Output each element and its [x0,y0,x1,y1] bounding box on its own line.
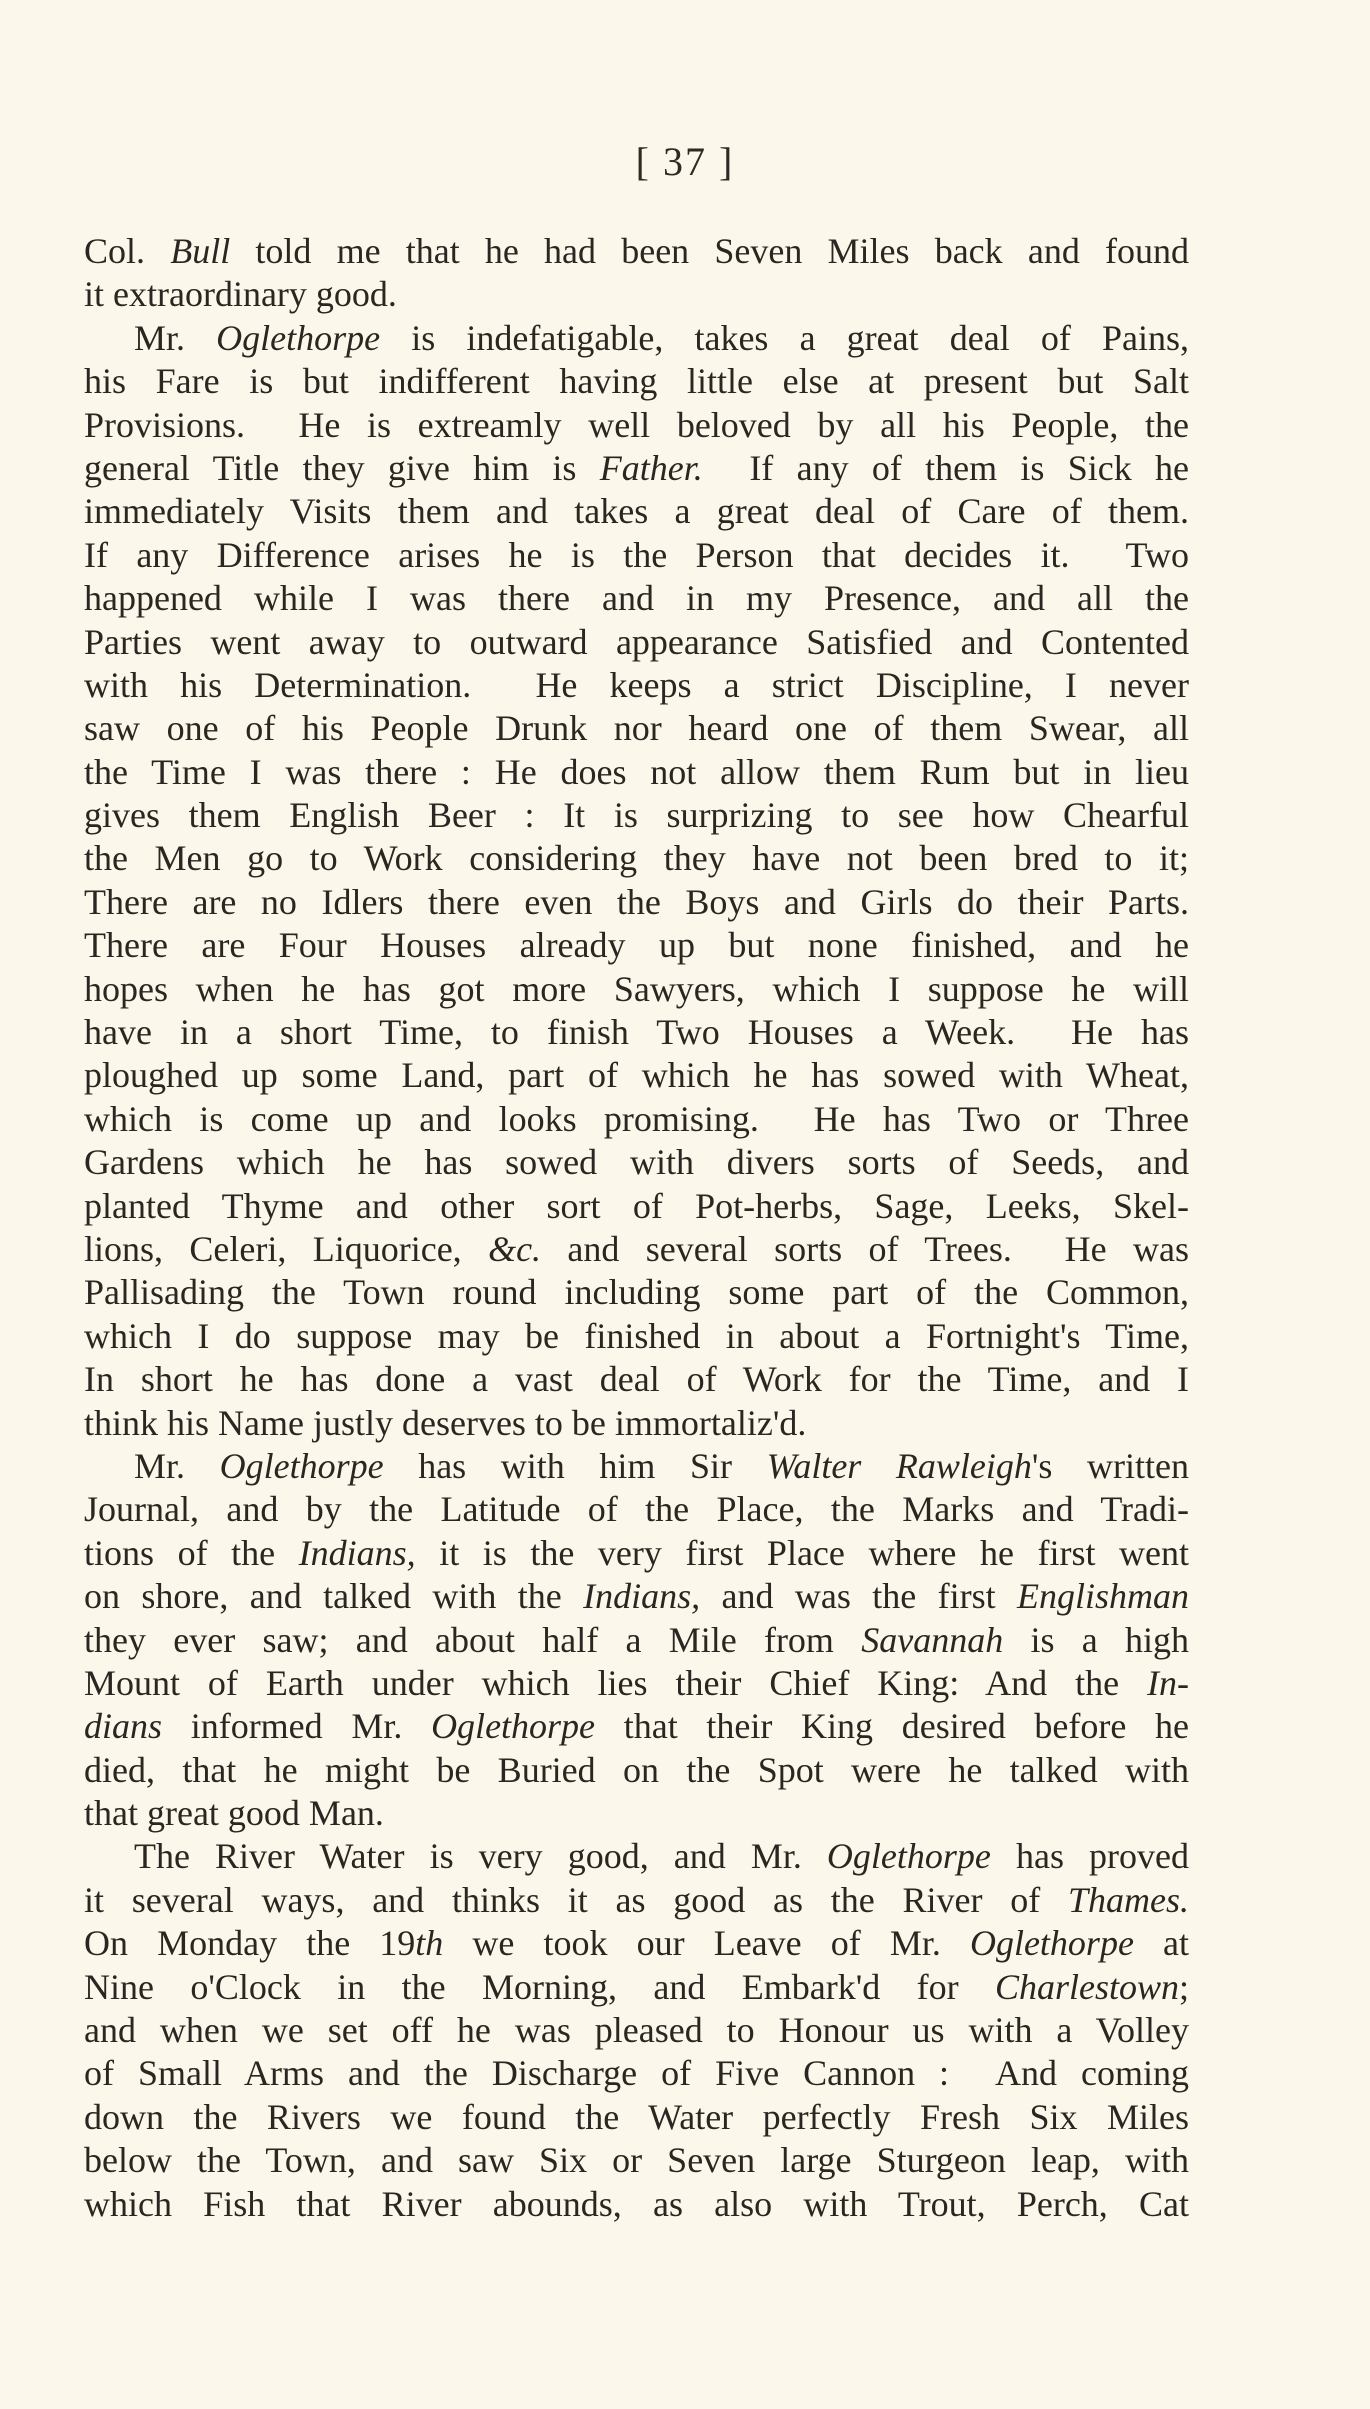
text-line [84,273,1189,316]
page-number: [ 37 ] [635,139,735,184]
italic-text: Oglethorpe [431,1706,596,1747]
text-line [84,1271,1189,1314]
text-line [84,317,1189,360]
text-span: informed Mr. [162,1706,432,1747]
text-span: has with him Sir [383,1445,767,1486]
text-line [84,1402,1189,1445]
text-span: There are no Idlers there even the Boys and Girls do their Parts. [84,881,1189,922]
text-line [84,2183,1189,2226]
text-line [84,1141,1189,1184]
italic-text: Charlestown [994,1966,1179,2007]
text-span: hopes when he has got more Sawyers, which I suppose he will [84,968,1189,1009]
text-span: happened while I was there and in my Presence, and all the [84,578,1189,619]
text-line [84,1619,1189,1662]
text-line [84,924,1189,967]
text-span: which I do suppose may be finished in about a Fortnight's Time, [84,1315,1189,1356]
text-span: Pallisading the Town round including some part of the Common, [84,1272,1189,1313]
italic-text: Oglethorpe [216,317,381,358]
italic-text: th [415,1923,444,1964]
text-span: Mr. [134,317,217,358]
text-span: that great good Man. [84,1793,384,1834]
text-span: ploughed up some Land, part of which he has sowed with Wheat, [84,1055,1189,1096]
text-line [84,1879,1189,1922]
text-line [84,2096,1189,2139]
text-line [84,1532,1189,1575]
text-span: tions of the [84,1532,299,1573]
text-span: died, that he might be Buried on the Spot were he talked with [84,1749,1189,1790]
text-span: it several ways, and thinks it as good as the River of [84,1879,1068,1920]
text-line [84,230,1189,273]
text-line [84,1792,1189,1835]
text-line [84,1835,1189,1878]
text-span: which Fish that River abounds, as also with Trout, Perch, Cat [84,2183,1189,2224]
text-span: There are Four Houses already up but none finished, and he [84,925,1189,966]
text-line [84,1445,1189,1488]
text-line [84,490,1189,533]
text-span: and several sorts of Trees. He was [541,1228,1189,1269]
text-line [84,1705,1189,1748]
text-line [84,404,1189,447]
text-span: it extraordinary good. [84,274,397,315]
text-line [84,1228,1189,1271]
text-span: Mr. [134,1445,220,1486]
text-line [84,621,1189,664]
text-line [84,968,1189,1011]
text-line [84,1358,1189,1401]
text-span: and was the first [700,1576,1017,1617]
text-span: of Small Arms and the Discharge of Five Cannon : And coming [84,2053,1189,2094]
text-line [84,1966,1189,2009]
italic-text: Indians, [298,1532,416,1573]
italic-text: Englishman [1017,1576,1189,1617]
text-span: the Men go to Work considering they have not been bred to it; [84,838,1189,879]
text-span: lions, Celeri, Liquorice, [84,1228,489,1269]
text-line [84,881,1189,924]
text-span: If any Difference arises he is the Person that decides it. Two [84,534,1189,575]
text-span: with his Determination. He keeps a strict Discipline, I never [84,664,1189,705]
text-line [84,1011,1189,1054]
text-line [84,1185,1189,1228]
text-span: general Title they give him is [84,447,600,488]
text-span: is a high [1003,1619,1189,1660]
text-line [84,2052,1189,2095]
text-line [84,794,1189,837]
text-span: Journal, and by the Latitude of the Place, the Marks and Tradi- [84,1489,1189,1530]
italic-text: Bull [170,231,231,271]
italic-text: Walter Rawleigh [766,1445,1032,1486]
text-span: saw one of his People Drunk nor heard one of them Swear, all [84,708,1189,749]
text-line [84,707,1189,750]
italic-text: Savannah [861,1619,1004,1660]
text-span: On Monday the 19 [84,1923,416,1964]
text-span: which is come up and looks promising. He has Two or Three [84,1098,1189,1139]
text-span: is indefatigable, takes a great deal of Pains, [380,317,1189,358]
text-line [84,751,1189,794]
text-span: gives them English Beer : It is surprizing to see how Chearful [84,795,1189,836]
text-span: If any of them is Sick he [702,447,1189,488]
italic-text: dians [84,1706,163,1747]
text-span: they ever saw; and about half a Mile from [84,1619,862,1660]
text-line [84,2139,1189,2182]
italic-text: Indians, [583,1576,701,1617]
text-line [84,360,1189,403]
text-span: Parties went away to outward appearance Satisfied and Contented [84,621,1189,662]
text-span: Nine o'Clock in the Morning, and Embark'd for [84,1966,995,2007]
italic-text: &c. [488,1228,542,1269]
italic-text: In- [1147,1662,1189,1703]
text-span: immediately Visits them and takes a great deal of Care of them. [84,491,1189,532]
text-span: we took our Leave of Mr. [443,1923,970,1964]
text-line [84,1922,1189,1965]
text-span: Mount of Earth under which lies their Chief King: And the [84,1662,1148,1703]
text-span: below the Town, and saw Six or Seven large Sturgeon leap, with [84,2140,1189,2181]
body-text [84,230,1189,2226]
italic-text: Father. [599,447,703,488]
text-span: think his Name justly deserves to be immortaliz'd. [84,1402,807,1443]
text-line [84,1098,1189,1141]
text-span: has proved [990,1836,1189,1877]
text-span: his Fare is but indifferent having little else at present but Salt [84,361,1189,402]
text-line [84,1488,1189,1531]
text-line [84,2009,1189,2052]
text-span: Gardens which he has sowed with divers sorts of Seeds, and [84,1142,1189,1183]
text-span: down the Rivers we found the Water perfectly Fresh Six Miles [84,2096,1189,2137]
italic-text: Oglethorpe [969,1923,1134,1964]
text-line [84,664,1189,707]
text-line [84,1662,1189,1705]
text-line [84,837,1189,880]
text-span: that their King desired before he [595,1706,1189,1747]
text-line [84,577,1189,620]
italic-text: Oglethorpe [219,1445,384,1486]
text-span: In short he has done a vast deal of Work for the Time, and I [84,1359,1189,1400]
text-span: and when we set off he was pleased to Honour us with a Volley [84,2010,1189,2051]
italic-text: Thames. [1067,1879,1189,1920]
text-span: told me that he had been Seven Miles back and found [230,231,1189,271]
text-span: 's written [1031,1445,1189,1486]
text-span: the Time I was there : He does not allow them Rum but in lieu [84,751,1189,792]
text-span: Col. [84,231,171,271]
text-line [84,1749,1189,1792]
italic-text: Oglethorpe [826,1836,991,1877]
text-span: planted Thyme and other sort of Pot-herbs, Sage, Leeks, Skel- [84,1185,1189,1226]
text-line [84,447,1189,490]
text-span: at [1133,1923,1189,1964]
text-line [84,1315,1189,1358]
text-span: ; [1178,1966,1189,2007]
text-line [84,1575,1189,1618]
text-span: Provisions. He is extreamly well beloved by all his People, the [84,404,1189,445]
text-span: on shore, and talked with the [84,1576,584,1617]
text-line [84,1054,1189,1097]
text-line [84,534,1189,577]
text-span: it is the very first Place where he first went [415,1532,1189,1573]
text-span: The River Water is very good, and Mr. [134,1836,827,1877]
text-span: have in a short Time, to finish Two Houses a Week. He has [84,1012,1189,1053]
